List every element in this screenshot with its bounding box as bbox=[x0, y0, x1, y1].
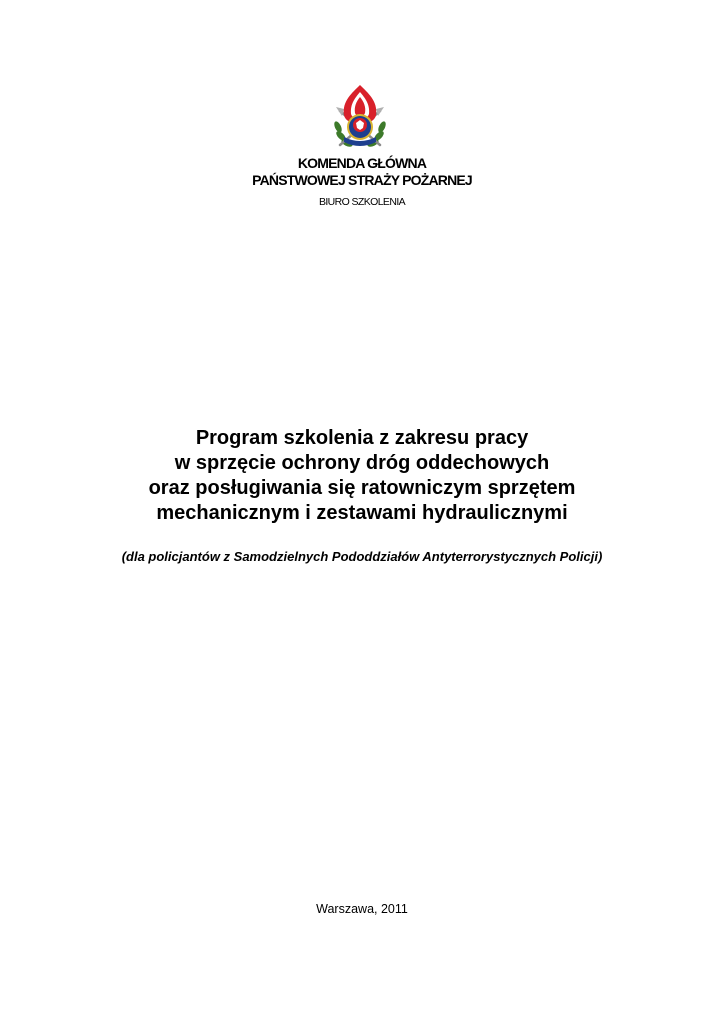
document-title bbox=[0, 426, 724, 526]
title-line: oraz posługiwania się ratowniczym sprzętem bbox=[148, 477, 576, 499]
document-subtitle: (dla policjantów z Samodzielnych Pododdziałów Antyterrorystycznych Policji) bbox=[121, 549, 603, 564]
title-line: Program szkolenia z zakresu pracy bbox=[195, 427, 529, 449]
organization-name-line1: KOMENDA GŁÓWNA bbox=[297, 155, 427, 171]
place-and-date: Warszawa, 2011 bbox=[316, 902, 408, 916]
department-name: BIURO SZKOLENIA bbox=[318, 196, 406, 208]
title-line: w sprzęcie ochrony dróg oddechowych bbox=[174, 452, 550, 474]
title-line: mechanicznym i zestawami hydraulicznymi bbox=[156, 502, 568, 524]
fire-service-emblem-icon bbox=[330, 83, 390, 153]
organization-name-line2: PAŃSTWOWEJ STRAŻY POŻARNEJ bbox=[252, 172, 472, 188]
